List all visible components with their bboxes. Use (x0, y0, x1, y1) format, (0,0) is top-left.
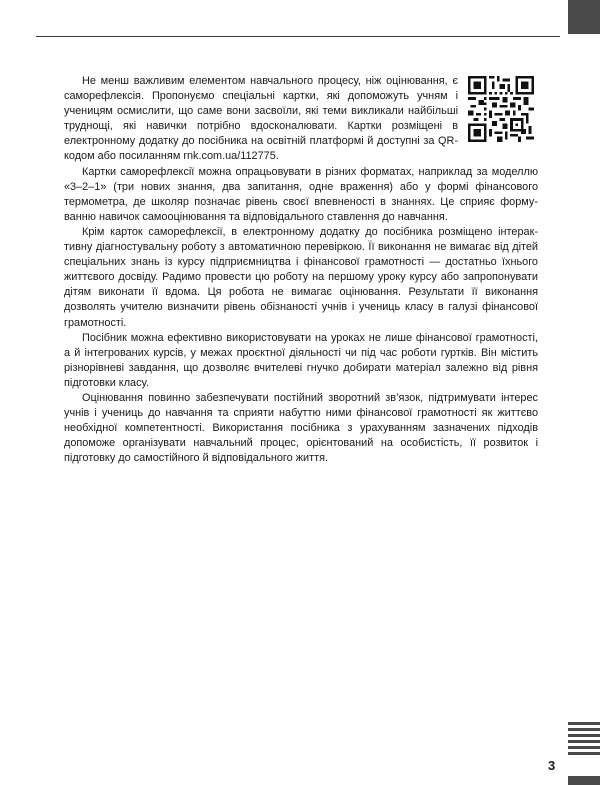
page-number: 3 (548, 758, 556, 773)
paragraph-3: Крім карток саморефлексії, в електронному додатку до посібника розміщено інтерактивну діагностувальну роботу з автоматичною перевіркою. Її виконання не вимагає від дітей спеціальних знань із курсу підприємництва і фінансової грамотності — достатньо їхнього життєвого досвіду. Радимо провести цю роботу на першому уроку курсу або запропонувати дітям виконати її вдома. Ця робота не вимагає оцінювання. Результати її виконання дозволять учителю визначити рівень обізнаності учнів і учениць класу в галузі фінансової грамотності. (64, 225, 538, 329)
paragraph-1: Не менш важливим елементом навчального процесу, ніж оцінювання, є саморефлексія. Пропонуємо спеціальні картки, які допоможуть учням і ученицям осмислити, що саме вони засвоїли, які теми викликали найбільші труднощі, які навички потрібно вдосконалювати. Картки розміщені в електронному додатку до посібника на освітній платформі й доступні за QR-кодом або посиланням rnk.com.ua/112775. (64, 75, 458, 163)
paragraph-4: Посібник можна ефективно використовувати на уроках не лише фінансової грамотності, а й інтегрованих курсів, у межах проєктної діяльності чи під час роботи гуртків. Він містить різнорівневі завдання, що дозволяє вчителеві гнучко добирати матеріал залежно від рівня підготовки класу. (64, 331, 538, 389)
intro-block (64, 74, 538, 165)
corner-tab (568, 0, 600, 34)
paragraph-2: Картки саморефлексії можна опрацьовувати в різних форматах, наприклад за моделлю «3–2–1» (три нових знання, два запитання, одне враження) або у формі фінансового термометра, де школяр позначає рівень своєї впевненості в знаннях. Це сприяє формуванню навичок самооцінювання та відповідального ставлення до навчання. (64, 165, 538, 223)
paragraph-5: Оцінювання повинно забезпечувати постійний зворотний зв’язок, підтримувати інтерес учнів і учениць до навчання та сприяти набуттю ними фінансової грамотності як життєво необхідної компетентності. Використання посібника з урахуванням зазначених підходів допоможе організувати навчальний процес, орієнтований на особистість, її розвиток і підготовку до самостійного й відповідального життя. (64, 391, 538, 465)
footer-bar (568, 776, 600, 785)
page-body (64, 74, 538, 466)
header-rule (36, 36, 560, 37)
footer-stripes (568, 722, 600, 758)
qr-code-icon[interactable] (468, 76, 534, 142)
